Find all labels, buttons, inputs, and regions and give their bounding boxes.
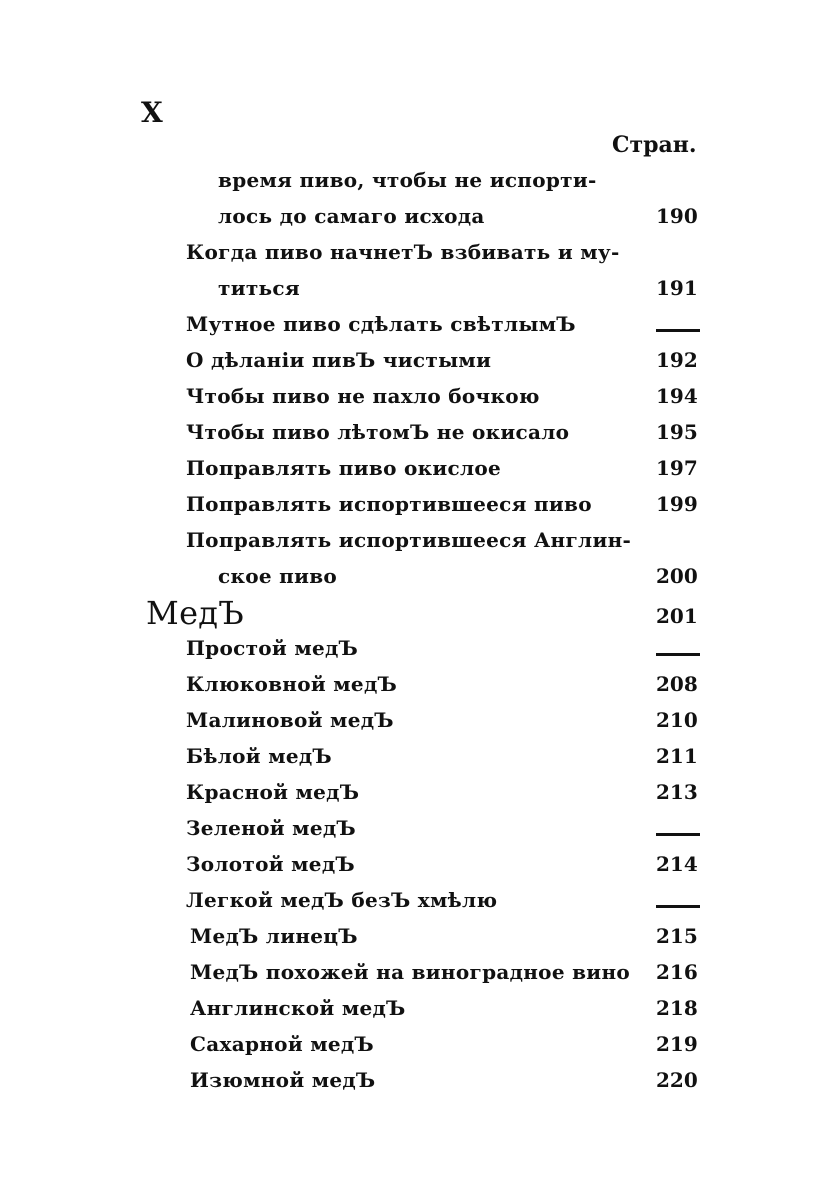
entry-label: Малиновой медЪ — [186, 708, 394, 732]
list-item — [0, 420, 840, 456]
entry-page: 219 — [656, 1032, 698, 1056]
entry-label: Золотой медЪ — [186, 852, 355, 876]
list-item — [0, 276, 840, 312]
entry-label: время пиво, чтобы не испорти- — [218, 168, 597, 192]
entry-label: Поправлять пиво окислое — [186, 456, 502, 480]
entry-page: 192 — [656, 348, 698, 372]
list-item — [0, 348, 840, 384]
entry-page — [656, 312, 700, 336]
entry-label: Чтобы пиво лѣтомЪ не окисало — [186, 420, 570, 444]
entry-page: 211 — [656, 744, 698, 768]
list-item — [0, 780, 840, 816]
list-item — [0, 816, 840, 852]
list-item — [0, 456, 840, 492]
entry-page: 199 — [656, 492, 698, 516]
list-item — [0, 924, 840, 960]
entry-label: титься — [218, 276, 300, 300]
entry-label: Клюковной медЪ — [186, 672, 398, 696]
section-title: МедЪ — [146, 594, 245, 632]
entry-label: Англинской медЪ — [190, 996, 406, 1020]
entry-label: Чтобы пиво не пахло бочкою — [186, 384, 540, 408]
entry-label: МедЪ линецЪ — [190, 924, 358, 948]
ditto-dash — [656, 653, 700, 656]
entry-page: 216 — [656, 960, 698, 984]
list-item — [0, 528, 840, 564]
page-number: X — [141, 96, 163, 129]
list-item — [0, 852, 840, 888]
entry-page: 197 — [656, 456, 698, 480]
ditto-dash — [656, 329, 700, 332]
entry-label: Зеленой медЪ — [186, 816, 356, 840]
list-item — [0, 888, 840, 924]
list-item — [0, 204, 840, 240]
entry-page: 214 — [656, 852, 698, 876]
entry-page: 220 — [656, 1068, 698, 1092]
entry-label: ское пиво — [218, 564, 338, 588]
list-item — [0, 1032, 840, 1068]
entry-label: МедЪ похожей на виноградное вино — [190, 960, 631, 984]
entry-page: 191 — [656, 276, 698, 300]
entry-label: Когда пиво начнетЪ взбивать и му- — [186, 240, 620, 264]
page-column-header: Стран. — [612, 132, 697, 158]
list-item — [0, 1068, 840, 1104]
list-item — [0, 492, 840, 528]
list-item — [0, 168, 840, 204]
list-item — [0, 996, 840, 1032]
ditto-dash — [656, 833, 700, 836]
entry-page — [656, 888, 700, 912]
list-item — [0, 672, 840, 708]
entry-label: Простой медЪ — [186, 636, 359, 660]
list-item — [0, 708, 840, 744]
entry-page: 201 — [656, 604, 698, 628]
list-item — [0, 960, 840, 996]
entry-label: Легкой медЪ безЪ хмѣлю — [186, 888, 498, 912]
entry-page: 190 — [656, 204, 698, 228]
list-item — [0, 384, 840, 420]
list-item — [0, 312, 840, 348]
ditto-dash — [656, 905, 700, 908]
entry-label: Мутное пиво сдѣлать свѣтлымЪ — [186, 312, 576, 336]
section-heading — [0, 594, 840, 640]
entry-page — [656, 636, 700, 660]
entry-label: О дѣланіи пивЪ чистыми — [186, 348, 492, 372]
entry-label: Бѣлой медЪ — [186, 744, 332, 768]
entry-label: Изюмной медЪ — [190, 1068, 376, 1092]
entry-page: 200 — [656, 564, 698, 588]
entry-page: 195 — [656, 420, 698, 444]
entry-page — [656, 816, 700, 840]
entry-page: 208 — [656, 672, 698, 696]
entry-label: Сахарной медЪ — [190, 1032, 374, 1056]
entry-page: 194 — [656, 384, 698, 408]
list-item — [0, 564, 840, 600]
list-item — [0, 240, 840, 276]
entry-label: Поправлять испортившееся пиво — [186, 492, 592, 516]
entry-label: Поправлять испортившееся Англин- — [186, 528, 632, 552]
entry-page: 215 — [656, 924, 698, 948]
entry-page: 218 — [656, 996, 698, 1020]
list-item — [0, 744, 840, 780]
entry-label: Красной медЪ — [186, 780, 360, 804]
entry-page: 210 — [656, 708, 698, 732]
entry-label: лось до самаго исхода — [218, 204, 485, 228]
list-item — [0, 636, 840, 672]
entry-page: 213 — [656, 780, 698, 804]
